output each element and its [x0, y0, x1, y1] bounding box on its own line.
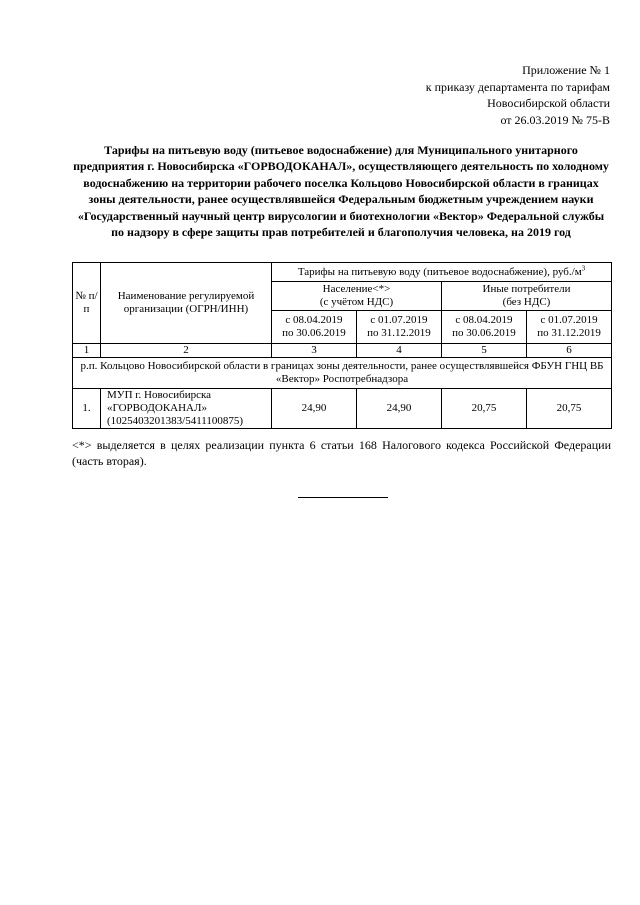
row-num: 1. — [73, 389, 101, 429]
period-from: с 08.04.2019 — [285, 314, 343, 326]
period-from: с 01.07.2019 — [370, 314, 428, 326]
closing-rule — [298, 497, 388, 498]
period-to: по 31.12.2019 — [367, 327, 431, 339]
period-from: с 08.04.2019 — [455, 314, 513, 326]
region-cell: р.п. Кольцово Новосибирской области в границах зоны деятельности, ранее осуществлявшейся ФБУН ГНЦ ВБ «Вектор» Роспотребнадзора — [73, 358, 612, 389]
header-organization: Наименование регулируемой организации (ОГРН/ИНН) — [101, 263, 272, 344]
header-population-line-2: (с учётом НДС) — [319, 296, 394, 308]
appendix-line-3: Новосибирской области — [487, 96, 610, 110]
header-other-consumers — [442, 282, 612, 311]
tariff-value: 24,90 — [272, 389, 357, 429]
org-line-3: (1025403201383/5411100875) — [107, 415, 244, 427]
period-to: по 30.06.2019 — [452, 327, 516, 339]
tariff-value: 20,75 — [527, 389, 612, 429]
tariff-value: 24,90 — [357, 389, 442, 429]
column-number: 5 — [442, 344, 527, 358]
appendix-line-2: к приказу департамента по тарифам — [425, 79, 610, 94]
header-tariffs — [272, 263, 612, 282]
header-tariffs-text: Тарифы на питьевую воду (питьевое водоснабжение), руб./м — [297, 265, 582, 278]
header-tariffs-sup: 3 — [581, 263, 586, 272]
period-from: с 01.07.2019 — [540, 314, 598, 326]
header-others-line-1: Иные потребители — [482, 283, 571, 295]
header-population-line-1: Население<*> — [322, 283, 391, 295]
org-line-1: МУП г. Новосибирска — [107, 389, 212, 401]
header-period — [527, 311, 612, 344]
region-row — [73, 358, 612, 389]
appendix-block — [426, 62, 610, 128]
column-number: 2 — [101, 344, 272, 358]
table-header-row — [73, 263, 612, 282]
tariff-value: 20,75 — [442, 389, 527, 429]
header-population — [272, 282, 442, 311]
column-number: 3 — [272, 344, 357, 358]
appendix-line-4: от 26.03.2019 № 75-В — [500, 112, 610, 127]
org-line-2: «ГОРВОДОКАНАЛ» — [107, 402, 207, 414]
table-row — [73, 389, 612, 429]
footnote: <*> выделяется в целях реализации пункта 6 статьи 168 Налогового кодекса Российской Федерации (часть вторая). — [72, 438, 611, 468]
period-to: по 30.06.2019 — [282, 327, 346, 339]
header-period — [442, 311, 527, 344]
tariffs-table — [72, 262, 612, 429]
header-num: № п/п — [73, 263, 101, 344]
row-organization — [101, 389, 272, 429]
column-number: 6 — [527, 344, 612, 358]
period-to: по 31.12.2019 — [537, 327, 601, 339]
appendix-line-1: Приложение № 1 — [522, 63, 610, 77]
column-number: 1 — [73, 344, 101, 358]
header-period — [357, 311, 442, 344]
header-others-line-2: (без НДС) — [502, 296, 551, 308]
header-period — [272, 311, 357, 344]
document-title: Тарифы на питьевую воду (питьевое водоснабжение) для Муниципального унитарного предприятия г. Новосибирска «ГОРВОДОКАНАЛ», осуществляющего деятельность по холодному водоснабжению на территории рабочего поселка Кольцово Новосибирской области в границах зоны деятельности, ранее осуществлявшейся Федеральным бюджетным учреждением науки «Государственный научный центр вирусологии и биотехнологии «Вектор» Федеральной службы по надзору в сфере защиты прав потребителей и благополучия человека, на 2019 год — [73, 143, 609, 240]
column-number: 4 — [357, 344, 442, 358]
column-numbers-row — [73, 344, 612, 358]
